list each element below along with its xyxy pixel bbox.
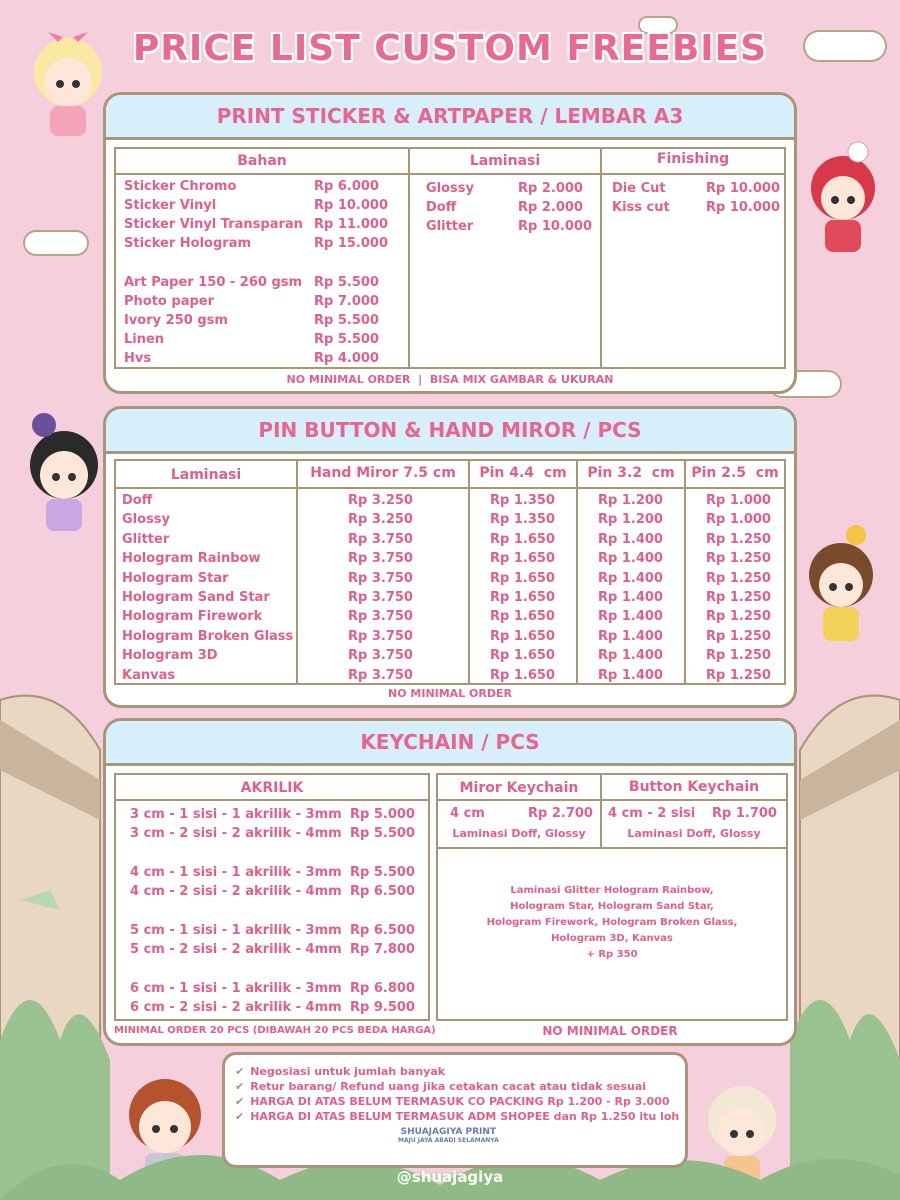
keychain-panel: [103, 718, 797, 1046]
list-item: Rp 5.500: [350, 826, 415, 841]
table-cell: Hologram 3D: [122, 648, 218, 664]
table-cell: Rp 1.650: [490, 570, 555, 586]
list-item: 6 cm - 1 sisi - 1 akrilik - 3mm: [130, 981, 342, 996]
list-item: Rp 2.000: [518, 200, 583, 215]
list-item: Rp 7.000: [314, 294, 379, 309]
table-cell: Rp 1.250: [706, 551, 771, 567]
list-item: Doff: [426, 200, 457, 215]
akrilik-table: [114, 773, 430, 1021]
list-item: Rp 11.000: [314, 217, 389, 232]
chibi-character-icon: [796, 515, 886, 645]
table-cell: Rp 3.750: [348, 570, 413, 586]
table-cell: Hologram Broken Glass: [122, 628, 294, 644]
chibi-character-icon: [14, 405, 114, 535]
list-item: Rp 9.500: [350, 1000, 415, 1015]
list-item: Rp 2.000: [518, 181, 583, 196]
table-cell: Rp 3.750: [348, 667, 413, 683]
brand-name: SHUAJAGIYA PRINT: [400, 1127, 497, 1137]
chibi-character-icon: [798, 138, 888, 258]
table-cell: Glossy: [122, 512, 171, 528]
sticker-panel: [103, 92, 797, 394]
list-item: 6 cm - 2 sisi - 2 akrilik - 4mm: [130, 1000, 342, 1015]
list-item: Rp 6.500: [350, 923, 415, 938]
table-cell: Rp 1.400: [598, 648, 663, 664]
pin-col-header: Laminasi: [170, 467, 242, 483]
pin-col-header: Pin 4.4 cm: [479, 465, 567, 481]
table-cell: Rp 1.250: [706, 590, 771, 605]
notes-panel: [222, 1052, 688, 1168]
list-item: Sticker Hologram: [124, 236, 252, 251]
list-item: Rp 5.500: [314, 313, 379, 328]
list-item: Art Paper 150 - 260 gsm: [124, 275, 303, 290]
sticker-table: [114, 147, 786, 369]
list-item: Rp 6.000: [314, 179, 379, 194]
list-item: Ivory 250 gsm: [124, 313, 228, 328]
miror-note: Laminasi Doff, Glossy: [452, 827, 586, 840]
note-item: ✔ HARGA DI ATAS BELUM TERMASUK ADM SHOPEE dan Rp 1.250 itu loh: [235, 1110, 680, 1123]
list-item: Photo paper: [124, 294, 214, 309]
table-cell: Rp 3.750: [348, 648, 413, 664]
list-item: 4 cm - 2 sisi - 2 akrilik - 4mm: [130, 884, 342, 899]
pin-footer: NO MINIMAL ORDER: [388, 687, 512, 700]
table-cell: Hologram Firework: [122, 609, 263, 625]
table-cell: Doff: [122, 493, 153, 508]
list-item: 5 cm - 1 sisi - 1 akrilik - 3mm: [130, 923, 342, 938]
list-item: Linen: [124, 332, 165, 347]
akrilik-header: AKRILIK: [240, 780, 304, 796]
list-item: 4 cm: [450, 806, 485, 821]
bahan-header: Bahan: [237, 153, 287, 169]
table-cell: Rp 3.750: [348, 609, 413, 625]
list-item: Sticker Chromo: [124, 179, 237, 194]
table-cell: Rp 1.400: [598, 628, 663, 644]
list-item: Hvs: [124, 351, 152, 366]
table-cell: Rp 1.650: [490, 648, 555, 664]
table-cell: Rp 1.650: [490, 551, 555, 567]
table-cell: Rp 1.650: [490, 667, 555, 683]
note-item: ✔ Retur barang/ Refund uang jika cetakan cacat atau tidak sesuai: [235, 1080, 647, 1093]
table-cell: Rp 1.650: [490, 590, 555, 605]
table-cell: Rp 1.250: [706, 531, 771, 547]
table-cell: Rp 1.200: [598, 493, 663, 508]
list-item: Rp 2.700: [528, 806, 593, 821]
table-cell: Rp 1.400: [598, 667, 663, 683]
table-cell: Rp 1.250: [706, 648, 771, 664]
list-item: Rp 10.000: [314, 198, 389, 213]
pin-col-header: Pin 2.5 cm: [691, 465, 779, 481]
pin-heading: PIN BUTTON & HAND MIROR / PCS: [106, 409, 794, 454]
table-cell: Kanvas: [122, 667, 176, 683]
button-keychain-header: Button Keychain: [628, 779, 760, 795]
list-item: Rp 1.700: [712, 806, 777, 821]
list-item: Glitter: [426, 219, 474, 234]
table-cell: Rp 1.000: [706, 493, 771, 508]
table-cell: Rp 1.250: [706, 667, 771, 683]
list-item: Kiss cut: [612, 200, 670, 215]
list-item: Die Cut: [612, 181, 666, 196]
table-cell: Rp 3.750: [348, 551, 413, 567]
keychain-right-footer: NO MINIMAL ORDER: [542, 1024, 678, 1038]
list-item: Rp 5.000: [350, 807, 415, 822]
list-item: Sticker Vinyl Transparan: [124, 217, 303, 232]
list-item: Glossy: [426, 181, 475, 196]
akrilik-footer: MINIMAL ORDER 20 PCS (DIBAWAH 20 PCS BEDA HARGA): [114, 1025, 436, 1036]
extra-laminasi-line: Laminasi Glitter Hologram Rainbow,: [510, 885, 714, 896]
pin-panel: [103, 406, 797, 708]
social-handle: @shuajagiya: [396, 1168, 504, 1186]
table-cell: Rp 3.250: [348, 493, 413, 508]
list-item: Rp 10.000: [518, 219, 593, 234]
table-cell: Rp 1.250: [706, 609, 771, 625]
table-cell: Rp 1.650: [490, 628, 555, 644]
list-item: Sticker Vinyl: [124, 198, 217, 213]
cloud-decoration: [25, 232, 87, 254]
brand-logo: [398, 1127, 499, 1144]
table-cell: Rp 1.350: [490, 493, 555, 508]
sticker-heading: PRINT STICKER & ARTPAPER / LEMBAR A3: [106, 95, 794, 140]
list-item: Rp 5.500: [350, 865, 415, 880]
button-note: Laminasi Doff, Glossy: [627, 827, 761, 840]
brand-tagline: MAJU JAYA ABADI SELAMANYA: [398, 1137, 499, 1144]
list-item: Rp 5.500: [314, 332, 379, 347]
table-cell: Rp 3.750: [348, 590, 413, 605]
miror-keychain-header: Miror Keychain: [459, 780, 579, 796]
pin-col-header: Hand Miror 7.5 cm: [310, 465, 456, 481]
table-cell: Rp 3.750: [348, 628, 413, 644]
table-cell: Rp 1.200: [598, 512, 663, 528]
table-cell: Rp 1.400: [598, 570, 663, 586]
sticker-footer: NO MINIMAL ORDER | BISA MIX GAMBAR & UKURAN: [286, 373, 614, 386]
list-item: Rp 4.000: [314, 351, 379, 366]
table-cell: Rp 1.650: [490, 531, 555, 547]
table-cell: Hologram Sand Star: [122, 590, 270, 605]
table-cell: Rp 1.650: [490, 609, 555, 625]
extra-laminasi-line: + Rp 350: [586, 949, 638, 960]
finishing-header: Finishing: [656, 151, 730, 167]
keychain-right-table: [436, 773, 788, 1021]
note-item: ✔ HARGA DI ATAS BELUM TERMASUK CO PACKING Rp 1.200 - Rp 3.000: [235, 1095, 670, 1108]
page-title: PRICE LIST CUSTOM FREEBIES: [132, 28, 768, 69]
table-cell: Rp 1.250: [706, 570, 771, 586]
list-item: Rp 10.000: [706, 200, 781, 215]
pin-col-header: Pin 3.2 cm: [587, 465, 675, 481]
table-cell: Hologram Rainbow: [122, 551, 261, 567]
list-item: Rp 7.800: [350, 942, 415, 957]
table-cell: Rp 1.400: [598, 531, 663, 547]
extra-laminasi-line: Hologram Star, Hologram Sand Star,: [510, 901, 714, 912]
extra-laminasi-line: Hologram 3D, Kanvas: [551, 933, 673, 944]
list-item: Rp 10.000: [706, 181, 781, 196]
table-cell: Glitter: [122, 531, 170, 547]
table-cell: Hologram Star: [122, 570, 229, 586]
table-cell: Rp 1.250: [706, 628, 771, 644]
list-item: 4 cm - 1 sisi - 1 akrilik - 3mm: [130, 865, 342, 880]
table-cell: Rp 1.000: [706, 512, 771, 528]
laminasi-header: Laminasi: [469, 153, 541, 169]
list-item: 5 cm - 2 sisi - 2 akrilik - 4mm: [130, 942, 342, 957]
list-item: Rp 15.000: [314, 236, 389, 251]
list-item: 3 cm - 2 sisi - 2 akrilik - 4mm: [130, 826, 342, 841]
table-cell: Rp 1.350: [490, 512, 555, 528]
list-item: 4 cm - 2 sisi: [608, 806, 696, 821]
note-item: ✔ Negosiasi untuk jumlah banyak: [235, 1065, 446, 1078]
table-cell: Rp 1.400: [598, 590, 663, 605]
house-decoration-icon: [790, 660, 900, 1200]
table-cell: Rp 1.400: [598, 609, 663, 625]
pin-table: [114, 459, 786, 685]
table-cell: Rp 1.400: [598, 551, 663, 567]
list-item: 3 cm - 1 sisi - 1 akrilik - 3mm: [130, 807, 342, 822]
house-decoration-icon: [0, 660, 110, 1200]
list-item: Rp 6.800: [350, 981, 415, 996]
keychain-heading: KEYCHAIN / PCS: [106, 721, 794, 766]
extra-laminasi-line: Hologram Firework, Hologram Broken Glass,: [486, 917, 738, 928]
list-item: Rp 5.500: [314, 275, 379, 290]
table-cell: Rp 3.750: [348, 531, 413, 547]
list-item: Rp 6.500: [350, 884, 415, 899]
table-cell: Rp 3.250: [348, 512, 413, 528]
